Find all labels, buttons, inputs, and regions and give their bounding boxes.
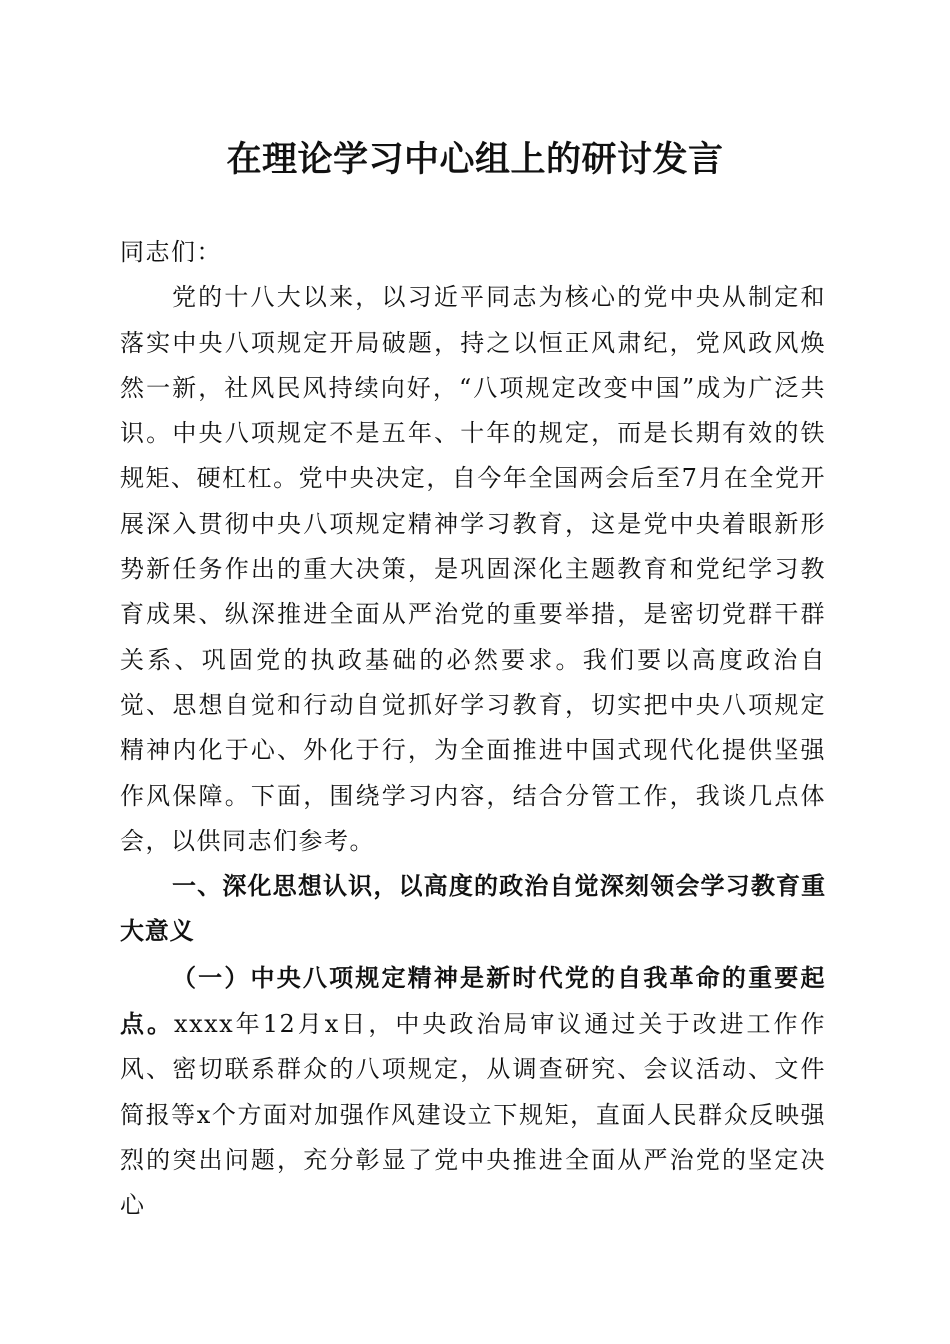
intro-paragraph: 党的十八大以来，以习近平同志为核心的党中央从制定和落实中央八项规定开局破题，持之以恒正风肃纪，党风政风焕然一新，社风民风持续向好，“八项规定改变中国”成为广泛共识。中央八项规定不是五年、十年的规定，而是长期有效的铁规矩、硬杠杠。党中央决定，自今年全国两会后至7月在全党开展深入贯彻中央八项规定精神学习教育，这是党中央着眼新形势新任务作出的重大决策，是巩固深化主题教育和党纪学习教育成果、纵深推进全面从严治党的重要举措，是密切党群干群关系、巩固党的执政基础的必然要求。我们要以高度政治自觉、思想自觉和行动自觉抓好学习教育，切实把中央八项规定精神内化于心、外化于行，为全面推进中国式现代化提供坚强作风保障。下面，围绕学习内容，结合分管工作，我谈几点体会，以供同志们参考。	[120, 283, 826, 855]
subsection-paragraph	[120, 955, 826, 1229]
section-heading: 一、深化思想认识，以高度的政治自觉深刻领会学习教育重大意义	[120, 872, 826, 946]
subsection-body: xxxx年12月x日，中央政治局审议通过关于改进工作作风、密切联系群众的八项规定，从调查研究、会议活动、文件简报等x个方面对加强作风建设立下规矩，直面人民群众反映强烈的突出问题，充分彰显了党中央推进全面从严治党的坚定决心	[120, 1010, 827, 1220]
salutation: 同志们：	[120, 238, 222, 266]
subsection-lead: （一）中央八项规定精神是新时代党的自我革命的重要起点。	[120, 962, 826, 1039]
document-title: 在理论学习中心组上的研讨发言	[226, 139, 724, 180]
document-body	[120, 230, 826, 1229]
